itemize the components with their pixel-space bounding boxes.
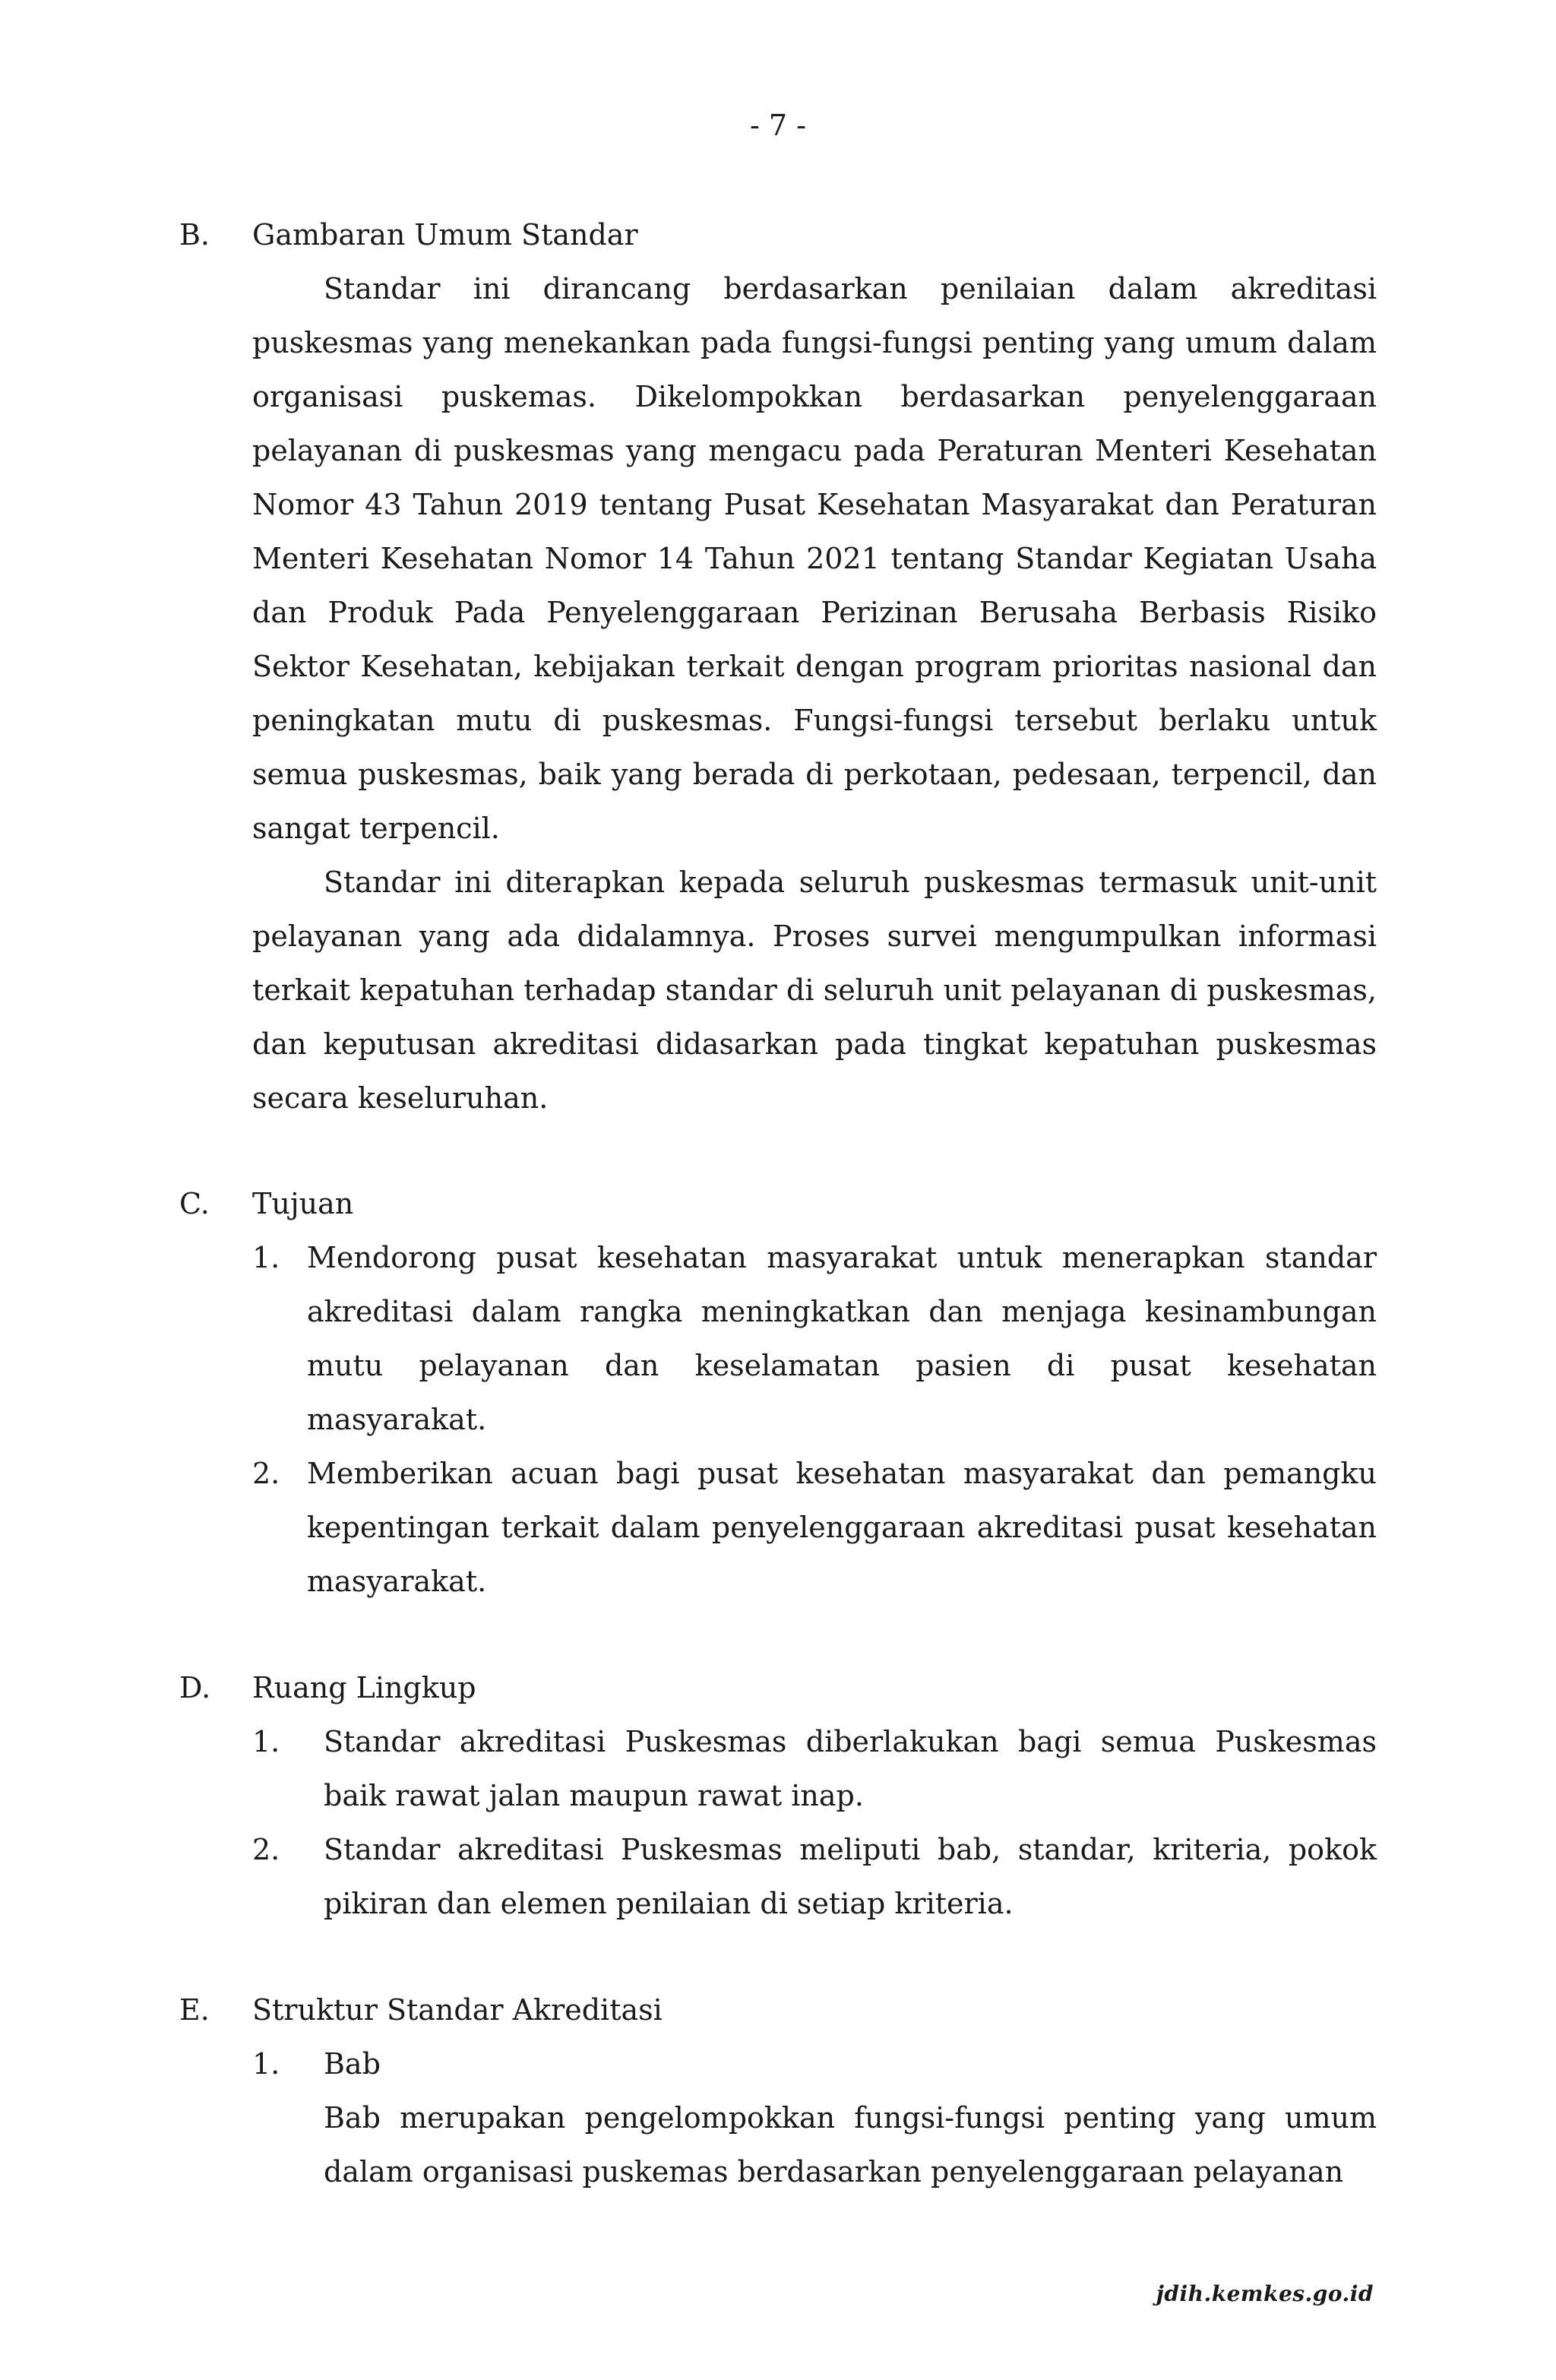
section-letter: D. (179, 1671, 211, 1704)
section-ruang-lingkup (179, 1661, 1377, 1931)
section-gambaran-umum (179, 208, 1377, 1125)
paragraph: Standar ini dirancang berdasarkan penilaian dalam akreditasi puskesmas yang menekankan pada fungsi-fungsi penting yang umum dalam organisasi puskemas. Dikelompokkan berdasarkan penyelenggaraan pelayanan di puskesmas yang mengacu pada Peraturan Menteri Kesehatan Nomor 43 Tahun 2019 tentang Pusat Kesehatan Masyarakat dan Peraturan Menteri Kesehatan Nomor 14 Tahun 2021 tentang Standar Kegiatan Usaha dan Produk Pada Penyelenggaraan Perizinan Berusaha Berbasis Risiko Sektor Kesehatan, kebijakan terkait dengan program prioritas nasional dan peningkatan mutu di puskesmas. Fungsi-fungsi tersebut berlaku untuk semua puskesmas, baik yang berada di perkotaan, pedesaan, terpencil, dan sangat terpencil. (252, 272, 1377, 845)
section-title: Struktur Standar Akreditasi (252, 1993, 663, 2027)
list-text: Standar akreditasi Puskesmas diberlakukan bagi semua Puskesmas baik rawat jalan maupun rawat inap. (324, 1725, 1377, 1812)
section-title: Tujuan (252, 1187, 354, 1220)
list-number: 1. (252, 1241, 280, 1274)
section-letter: E. (179, 1993, 210, 2027)
list-text: Standar akreditasi Puskesmas meliputi bab, standar, kriteria, pokok pikiran dan elemen penilaian di setiap kriteria. (324, 1833, 1377, 1920)
list-number: 1. (252, 2047, 280, 2081)
section-heading (179, 1177, 1377, 1231)
section-letter: C. (179, 1187, 210, 1220)
section-letter: B. (179, 218, 210, 252)
section-heading (179, 1983, 1377, 2037)
section-tujuan (179, 1177, 1377, 1609)
list-number: 2. (252, 1457, 280, 1490)
list-item (179, 1823, 1377, 1931)
list-item (179, 1231, 1377, 1447)
list-item (179, 1715, 1377, 1823)
page-number: - 7 - (749, 109, 806, 142)
section-title: Ruang Lingkup (252, 1671, 476, 1704)
paragraph: Standar ini diterapkan kepada seluruh puskesmas termasuk unit-unit pelayanan yang ada didalamnya. Proses survei mengumpulkan informasi terkait kepatuhan terhadap standar di seluruh unit pelayanan di puskesmas, dan keputusan akreditasi didasarkan pada tingkat kepatuhan puskesmas secara keseluruhan. (252, 866, 1377, 1115)
sub-paragraph: Bab merupakan pengelompokkan fungsi-fungsi penting yang umum dalam organisasi puskemas berdasarkan penyelenggaraan pelayanan (324, 2101, 1377, 2189)
section-heading (179, 1661, 1377, 1715)
list-number: 2. (252, 1833, 280, 1866)
list-text: Mendorong pusat kesehatan masyarakat untuk menerapkan standar akreditasi dalam rangka meningkatkan dan menjaga kesinambungan mutu pelayanan dan keselamatan pasien di pusat kesehatan masyarakat. (307, 1241, 1377, 1436)
section-title: Gambaran Umum Standar (252, 218, 638, 252)
list-item (179, 1447, 1377, 1609)
section-struktur-standar (179, 1983, 1377, 2199)
list-text: Memberikan acuan bagi pusat kesehatan masyarakat dan pemangku kepentingan terkait dalam penyelenggaraan akreditasi pusat kesehatan masyarakat. (307, 1457, 1377, 1598)
list-item (179, 2037, 1377, 2091)
list-text: Bab (324, 2047, 381, 2081)
footer-source: jdih.kemkes.go.id (1156, 2281, 1374, 2306)
section-heading (179, 208, 1377, 262)
list-number: 1. (252, 1725, 280, 1758)
